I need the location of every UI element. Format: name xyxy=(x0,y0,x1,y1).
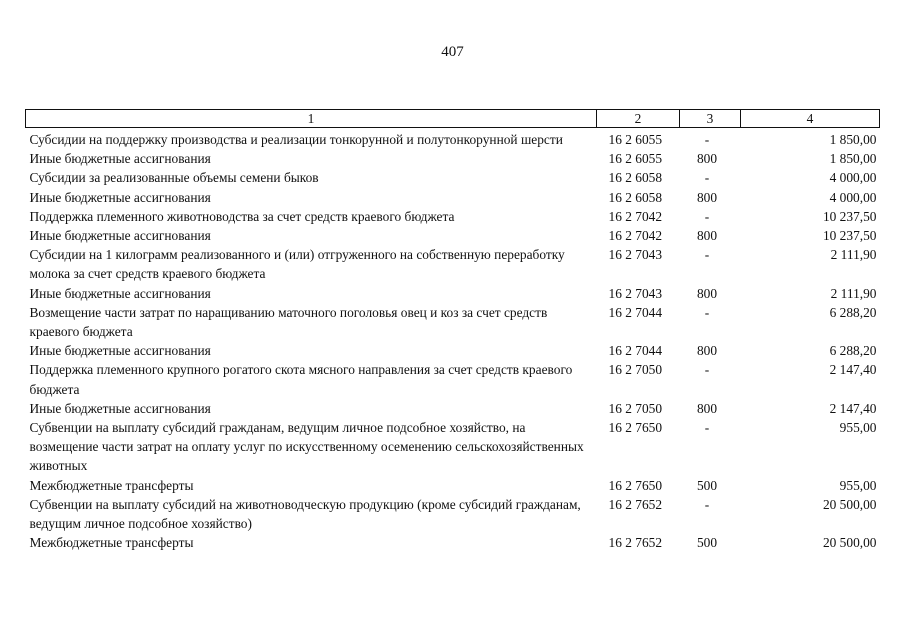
row-name-cell: Субвенции на выплату субсидий на животноводческую продукцию (кроме субсидий гражданам, ведущим личное подсобное хозяйство) xyxy=(29,496,581,532)
row-expense-type-cell: - xyxy=(704,496,710,512)
row-amount-cell: 6 288,20 xyxy=(829,304,877,320)
header-col-2: 2 xyxy=(597,110,680,128)
row-code-cell: 16 2 6058 xyxy=(608,170,663,186)
table-row xyxy=(26,476,880,495)
page-number: 407 xyxy=(441,44,464,60)
row-expense-type-cell: 500 xyxy=(696,477,718,493)
row-expense-type-cell: - xyxy=(704,208,710,224)
row-name-cell: Иные бюджетные ассигнования xyxy=(29,151,211,167)
row-name-cell: Иные бюджетные ассигнования xyxy=(29,189,211,205)
table-header-row xyxy=(26,110,880,128)
table-row xyxy=(26,418,880,476)
table-row xyxy=(26,533,880,552)
table-row xyxy=(26,188,880,207)
row-name-cell: Субсидии на 1 килограмм реализованного и (или) отгруженного на собственную переработку молока за счет средств краевого бюджета xyxy=(29,247,565,282)
table-row xyxy=(26,207,880,226)
table-row xyxy=(26,245,880,283)
row-amount-cell: 1 850,00 xyxy=(829,151,877,167)
row-expense-type-cell: - xyxy=(704,132,710,147)
row-code-cell: 16 2 7044 xyxy=(608,343,663,359)
row-amount-cell: 10 237,50 xyxy=(822,228,877,244)
row-name-cell: Возмещение части затрат по наращиванию маточного поголовья овец и коз за счет средств краевого бюджета xyxy=(29,304,548,340)
row-amount-cell: 1 850,00 xyxy=(829,132,877,147)
header-col-4: 4 xyxy=(741,110,880,128)
row-code-cell: 16 2 7650 xyxy=(608,420,663,436)
row-code-cell: 16 2 7042 xyxy=(608,208,663,224)
table-row xyxy=(26,495,880,533)
row-expense-type-cell: 800 xyxy=(696,228,718,244)
row-code-cell: 16 2 7043 xyxy=(608,247,663,263)
row-name-cell: Субсидии на поддержку производства и реализации тонкорунной и полутонкорунной шерсти xyxy=(29,132,563,147)
row-amount-cell: 10 237,50 xyxy=(822,208,877,224)
table-body xyxy=(26,128,880,553)
row-amount-cell: 2 111,90 xyxy=(830,285,877,301)
row-amount-cell: 955,00 xyxy=(839,477,877,493)
row-amount-cell: 6 288,20 xyxy=(829,343,877,359)
row-code-cell: 16 2 6055 xyxy=(608,151,663,167)
row-code-cell: 16 2 7050 xyxy=(608,362,663,378)
row-code-cell: 16 2 7650 xyxy=(608,477,663,493)
row-name-cell: Межбюджетные трансферты xyxy=(29,535,194,551)
table-row xyxy=(26,360,880,398)
table-row xyxy=(26,284,880,303)
row-code-cell: 16 2 7042 xyxy=(608,228,663,244)
row-amount-cell: 2 147,40 xyxy=(829,362,877,378)
row-code-cell: 16 2 7652 xyxy=(608,496,663,512)
row-name-cell: Иные бюджетные ассигнования xyxy=(29,400,211,416)
table-row xyxy=(26,226,880,245)
row-expense-type-cell: - xyxy=(704,420,710,436)
row-name-cell: Поддержка племенного животноводства за счет средств краевого бюджета xyxy=(29,208,455,224)
row-amount-cell: 955,00 xyxy=(839,420,877,436)
row-expense-type-cell: 500 xyxy=(696,535,718,551)
row-amount-cell: 2 111,90 xyxy=(830,247,877,263)
row-amount-cell: 2 147,40 xyxy=(829,400,877,416)
row-expense-type-cell: 800 xyxy=(696,343,718,359)
table-row xyxy=(26,149,880,168)
row-amount-cell: 4 000,00 xyxy=(829,189,877,205)
row-code-cell: 16 2 7043 xyxy=(608,285,663,301)
row-amount-cell: 20 500,00 xyxy=(822,496,877,512)
row-name-cell: Иные бюджетные ассигнования xyxy=(29,228,211,244)
header-col-3: 3 xyxy=(680,110,741,128)
row-name-cell: Субсидии за реализованные объемы семени быков xyxy=(29,170,319,186)
row-expense-type-cell: 800 xyxy=(696,151,718,167)
row-code-cell: 16 2 6055 xyxy=(608,132,663,147)
row-name-cell: Поддержка племенного крупного рогатого скота мясного направления за счет средств краевого бюджета xyxy=(29,362,573,397)
header-col-1: 1 xyxy=(26,110,597,128)
table-row xyxy=(26,128,880,150)
table-row xyxy=(26,341,880,360)
row-name-cell: Иные бюджетные ассигнования xyxy=(29,343,211,359)
row-code-cell: 16 2 6058 xyxy=(608,189,663,205)
row-code-cell: 16 2 7044 xyxy=(608,304,663,320)
row-name-cell: Межбюджетные трансферты xyxy=(29,477,194,493)
row-expense-type-cell: 800 xyxy=(696,400,718,416)
budget-allocation-table xyxy=(25,109,880,552)
row-amount-cell: 4 000,00 xyxy=(829,170,877,186)
row-expense-type-cell: - xyxy=(704,362,710,378)
table-row xyxy=(26,168,880,187)
row-code-cell: 16 2 7050 xyxy=(608,400,663,416)
row-code-cell: 16 2 7652 xyxy=(608,535,663,551)
row-name-cell: Иные бюджетные ассигнования xyxy=(29,285,211,301)
row-expense-type-cell: 800 xyxy=(696,285,718,301)
table-row xyxy=(26,303,880,341)
row-expense-type-cell: - xyxy=(704,304,710,320)
table-row xyxy=(26,399,880,418)
row-expense-type-cell: - xyxy=(704,247,710,263)
row-amount-cell: 20 500,00 xyxy=(822,535,877,551)
row-expense-type-cell: - xyxy=(704,170,710,186)
row-expense-type-cell: 800 xyxy=(696,189,718,205)
row-name-cell: Субвенции на выплату субсидий гражданам, ведущим личное подсобное хозяйство, на возмещение части затрат на оплату услуг по искусственному осеменению сельскохозяйственных животных xyxy=(29,420,584,474)
